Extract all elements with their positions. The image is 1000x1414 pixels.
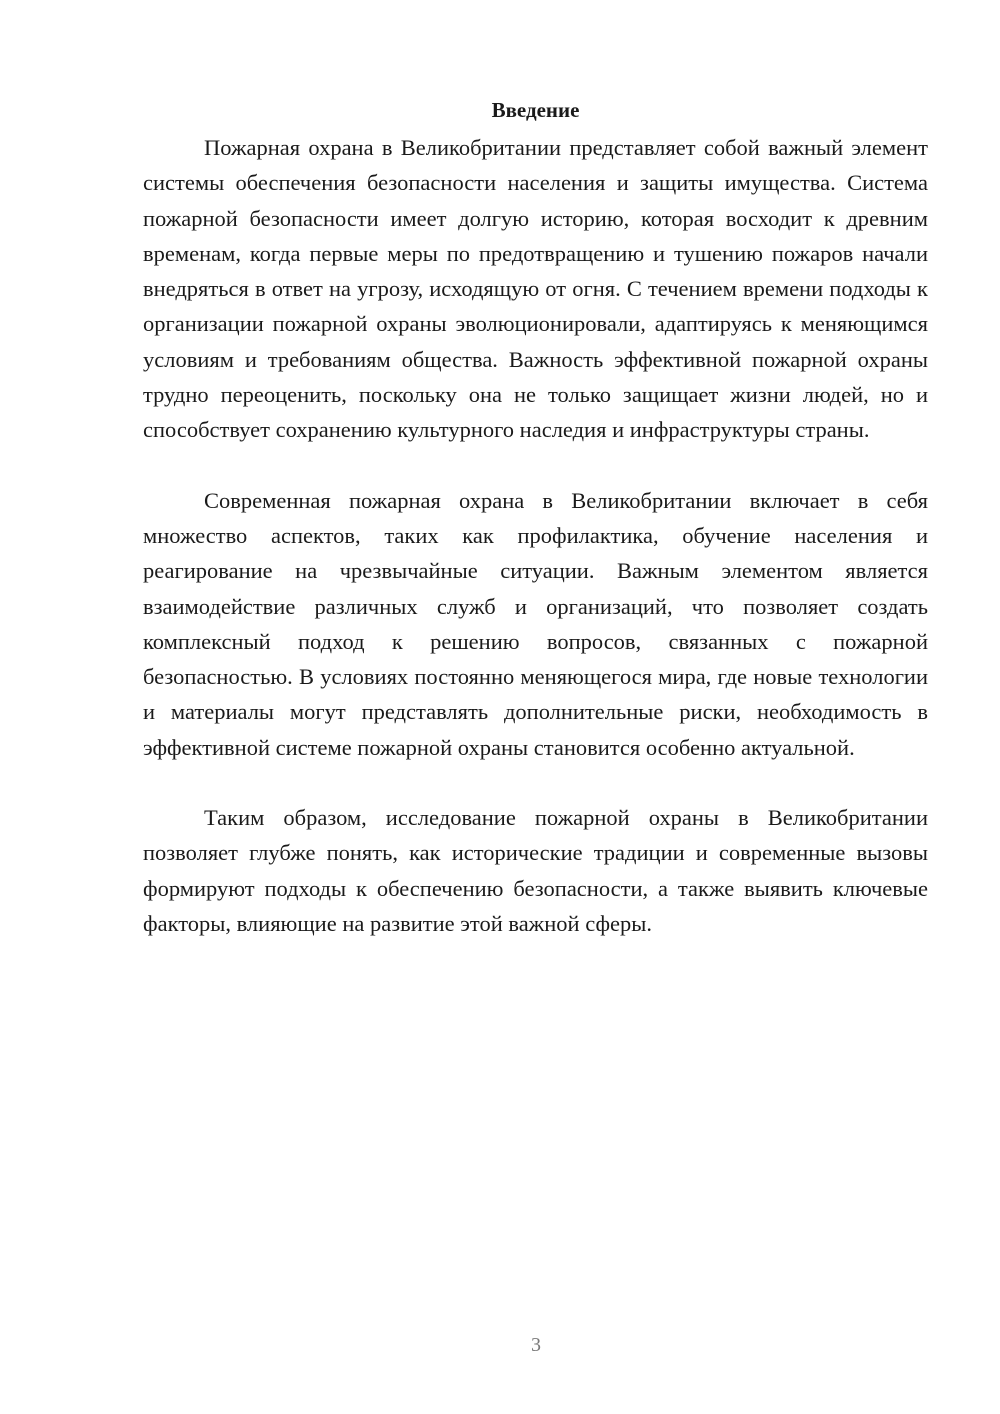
page-number: 3 <box>531 1334 541 1356</box>
paragraph-3: Таким образом, исследование пожарной охраны в Великобритании позволяет глубже понять, как исторические традиции и современные вызовы формируют подходы к обеспечению безопасности, а также выявить ключевые факторы, влияющие на развитие этой важной сферы. <box>143 805 928 936</box>
page-content <box>143 92 928 941</box>
paragraph-1: Пожарная охрана в Великобритании представляет собой важный элемент системы обеспечения безопасности населения и защиты имущества. Система пожарной безопасности имеет долгую историю, которая восходит к древним временам, когда первые меры по предотвращению и тушению пожаров начали внедряться в ответ на угрозу, исходящую от огня. С течением времени подходы к организации пожарной охраны эволюционировали, адаптируясь к меняющимся условиям и требованиям общества. Важность эффективной пожарной охраны трудно переоценить, поскольку она не только защищает жизни людей, но и способствует сохранению культурного наследия и инфраструктуры страны. <box>143 135 928 443</box>
paragraph-2: Современная пожарная охрана в Великобритании включает в себя множество аспектов, таких как профилактика, обучение населения и реагирование на чрезвычайные ситуации. Важным элементом является взаимодействие различных служб и организаций, что позволяет создать комплексный подход к решению вопросов, связанных с пожарной безопасностью. В условиях постоянно меняющегося мира, где новые технологии и материалы могут представлять дополнительные риски, необходимость в эффективной системе пожарной охраны становится особенно актуальной. <box>143 487 928 760</box>
section-heading: Введение <box>491 98 580 122</box>
